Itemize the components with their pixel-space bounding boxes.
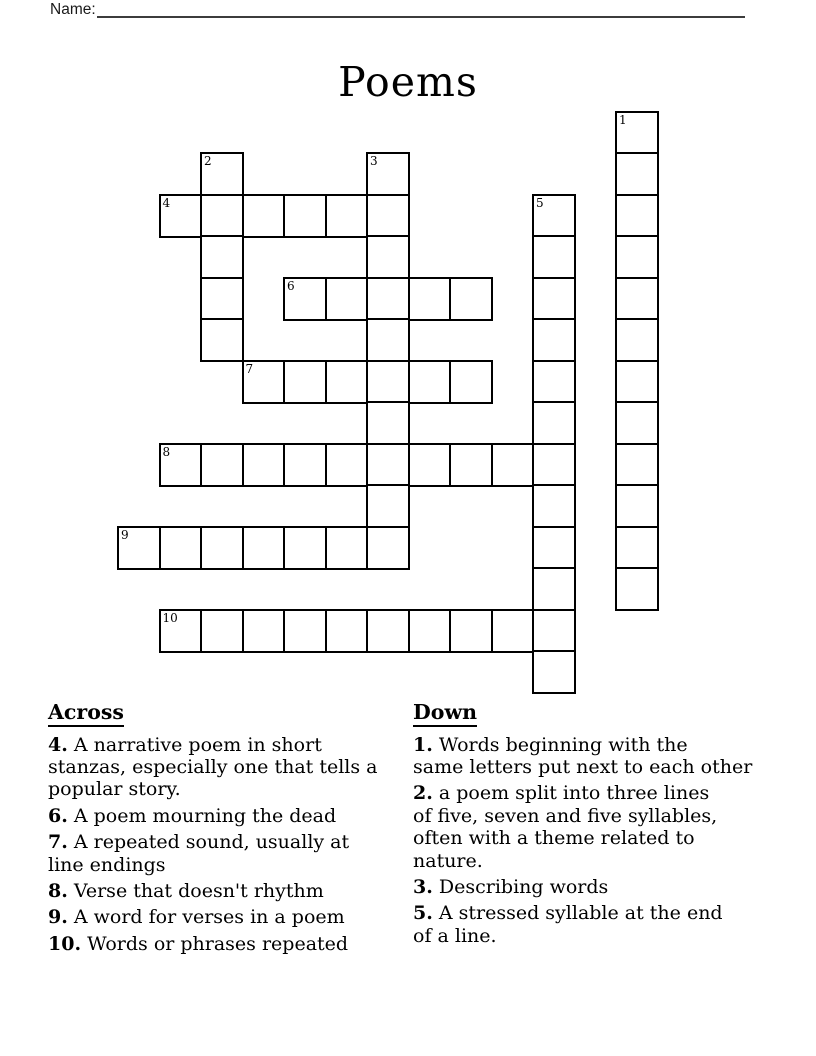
grid-cell[interactable]	[242, 194, 286, 238]
grid-cell[interactable]	[283, 609, 327, 653]
grid-cell[interactable]	[242, 443, 286, 487]
grid-cell[interactable]	[615, 484, 659, 528]
grid-cell[interactable]	[408, 443, 452, 487]
grid-cell[interactable]	[283, 360, 327, 404]
grid-cell[interactable]	[283, 194, 327, 238]
clue-number: 9.	[48, 906, 68, 929]
grid-cell[interactable]	[366, 484, 410, 528]
grid-cell[interactable]	[615, 567, 659, 611]
cell-number: 9	[121, 527, 129, 542]
clue-number: 6.	[48, 804, 68, 827]
cell-number: 6	[287, 278, 295, 293]
grid-cell[interactable]	[366, 360, 410, 404]
grid-cell[interactable]	[615, 277, 659, 321]
grid-cell[interactable]	[325, 277, 369, 321]
grid-cell[interactable]	[366, 194, 410, 238]
grid-cell[interactable]	[491, 443, 535, 487]
grid-cell[interactable]	[408, 360, 452, 404]
grid-cell[interactable]	[366, 277, 410, 321]
grid-cell[interactable]	[283, 443, 327, 487]
clue-number: 10.	[48, 932, 82, 955]
name-label: Name:	[50, 1, 96, 18]
grid-cell[interactable]	[532, 567, 576, 611]
clue-number: 8.	[48, 880, 68, 903]
grid-cell[interactable]	[532, 235, 576, 279]
clue-item: 8. Verse that doesn't rhythm	[48, 880, 324, 903]
cell-number: 3	[370, 154, 378, 168]
grid-cell[interactable]	[491, 609, 535, 653]
grid-cell[interactable]	[408, 609, 452, 653]
grid-cell[interactable]	[532, 650, 576, 694]
clue-item: 9. A word for verses in a poem	[48, 906, 345, 929]
grid-cell[interactable]	[615, 526, 659, 570]
grid-cell[interactable]	[325, 194, 369, 238]
grid-cell[interactable]	[366, 526, 410, 570]
grid-cell[interactable]	[325, 609, 369, 653]
grid-cell[interactable]	[242, 360, 286, 404]
grid-cell[interactable]	[325, 443, 369, 487]
down-clues-column	[413, 700, 790, 951]
grid-cell[interactable]	[200, 526, 244, 570]
down-heading: Down	[413, 700, 477, 727]
page-title: Poems	[338, 58, 478, 107]
grid-cell[interactable]	[615, 111, 659, 155]
grid-cell[interactable]	[615, 235, 659, 279]
across-clue-list	[48, 734, 400, 956]
cell-number: 10	[162, 610, 178, 625]
across-heading: Across	[48, 700, 124, 727]
clue-number: 7.	[48, 831, 68, 854]
grid-cell[interactable]	[615, 360, 659, 404]
across-clues-column	[48, 700, 400, 959]
grid-cell[interactable]	[200, 152, 244, 196]
grid-cell[interactable]	[117, 526, 161, 570]
grid-cell[interactable]	[532, 194, 576, 238]
clue-item: 7. A repeated sound, usually at line endings	[48, 831, 350, 876]
grid-cell[interactable]	[532, 443, 576, 487]
grid-cell[interactable]	[615, 318, 659, 362]
grid-cell[interactable]	[615, 194, 659, 238]
grid-cell[interactable]	[159, 194, 203, 238]
grid-cell[interactable]	[532, 318, 576, 362]
grid-cell[interactable]	[366, 318, 410, 362]
cell-number: 4	[162, 195, 171, 210]
grid-cell[interactable]	[159, 609, 203, 653]
clue-number: 5.	[413, 902, 433, 925]
clue-item: 10. Words or phrases repeated	[48, 932, 349, 955]
grid-cell[interactable]	[366, 152, 410, 196]
grid-cell[interactable]	[532, 277, 576, 321]
grid-cell[interactable]	[200, 235, 244, 279]
grid-cell[interactable]	[325, 360, 369, 404]
grid-cell[interactable]	[200, 277, 244, 321]
grid-cell[interactable]	[532, 609, 576, 653]
clue-item: 5. A stressed syllable at the end of a line.	[413, 902, 723, 947]
grid-cell[interactable]	[532, 401, 576, 445]
clue-item: 3. Describing words	[413, 876, 609, 899]
clue-item: 2. a poem split into three lines of five, seven and five syllables, often with a theme related to nature.	[413, 782, 718, 872]
grid-cell[interactable]	[366, 235, 410, 279]
grid-cell[interactable]	[366, 443, 410, 487]
grid-cell[interactable]	[449, 609, 493, 653]
clue-number: 4.	[48, 733, 68, 756]
cell-number: 5	[536, 195, 544, 210]
clue-number: 3.	[413, 876, 433, 899]
grid-cell[interactable]	[532, 526, 576, 570]
cell-number: 1	[619, 112, 627, 127]
grid-cell[interactable]	[366, 609, 410, 653]
grid-cell[interactable]	[325, 526, 369, 570]
cell-number: 8	[162, 444, 171, 459]
grid-cell[interactable]	[615, 443, 659, 487]
down-clue-list	[413, 734, 790, 948]
grid-cell[interactable]	[532, 360, 576, 404]
grid-cell[interactable]	[159, 443, 203, 487]
grid-cell[interactable]	[615, 401, 659, 445]
clue-number: 2.	[413, 782, 433, 805]
grid-cell[interactable]	[200, 609, 244, 653]
grid-cell[interactable]	[200, 318, 244, 362]
grid-cell[interactable]	[532, 484, 576, 528]
clue-number: 1.	[413, 733, 433, 756]
grid-cell[interactable]	[242, 526, 286, 570]
grid-cell[interactable]	[615, 152, 659, 196]
clue-item: 4. A narrative poem in short stanzas, especially one that tells a popular story.	[48, 733, 378, 801]
grid-cell[interactable]	[449, 277, 493, 321]
grid-cell[interactable]	[449, 360, 493, 404]
grid-cell[interactable]	[366, 401, 410, 445]
clue-item: 1. Words beginning with the same letters put next to each other	[413, 733, 753, 778]
grid-cell[interactable]	[200, 194, 244, 238]
grid-cell[interactable]	[283, 277, 327, 321]
grid-cell[interactable]	[242, 609, 286, 653]
clue-item: 6. A poem mourning the dead	[48, 804, 337, 827]
grid-cell[interactable]	[159, 526, 203, 570]
cell-number: 2	[204, 154, 212, 168]
cell-number: 7	[245, 361, 254, 376]
grid-cell[interactable]	[283, 526, 327, 570]
grid-cell[interactable]	[200, 443, 244, 487]
grid-cell[interactable]	[449, 443, 493, 487]
grid-cell[interactable]	[408, 277, 452, 321]
